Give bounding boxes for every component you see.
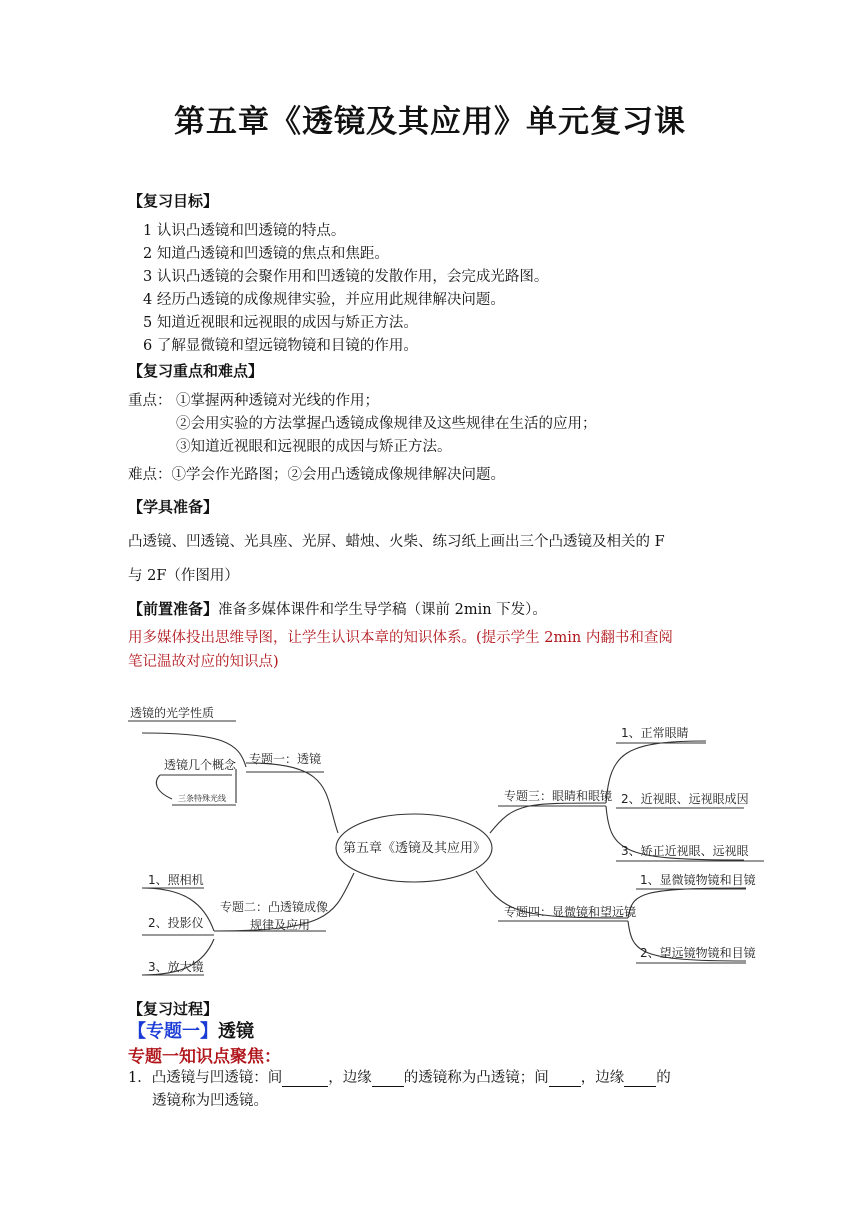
mindmap-corner-label: 透镜的光学性质	[130, 706, 215, 720]
goal-item: 4 经历凸透镜的成像规律实验，并应用此规律解决问题。	[143, 292, 505, 308]
mindmap-topic4-item: 2、望远镜物镜和目镜	[640, 946, 756, 960]
mindmap-topic3-item: 2、近视眼、远视眼成因	[621, 792, 749, 806]
mindmap-topic3-item: 1、正常眼睛	[621, 726, 689, 740]
mindmap-topic4-item: 1、显微镜物镜和目镜	[640, 873, 756, 887]
mindmap-topic3-item: 3、矫正近视眼、远视眼	[621, 844, 749, 858]
answer-blank[interactable]	[549, 1072, 581, 1087]
process-heading: 【复习过程】	[128, 1000, 219, 1018]
focus-heading: 专题一知识点聚焦：	[128, 1047, 281, 1067]
keypoint-item: ②会用实验的方法掌握凸透镜成像规律及这些规律在生活的应用；	[176, 416, 597, 432]
page-title: 第五章《透镜及其应用》单元复习课	[174, 104, 686, 140]
tools-line: 凸透镜、凹透镜、光具座、光屏、蜡烛、火柴、练习纸上画出三个凸透镜及相关的 F	[128, 534, 665, 550]
goal-item: 1 认识凸透镜和凹透镜的特点。	[143, 223, 346, 239]
mindmap-topic2-item: 3、放大镜	[148, 960, 204, 974]
topic-name: 透镜	[218, 1021, 254, 1042]
prep-red-line: 用多媒体投出思维导图，让学生认识本章的知识体系。(提示学生 2min 内翻书和查阅	[128, 630, 673, 646]
goals-heading: 【复习目标】	[128, 192, 219, 210]
keypoint-item: ①掌握两种透镜对光线的作用；	[176, 393, 379, 409]
mind-map	[124, 703, 764, 985]
difficulty-line: 难点：①学会作光路图；②会用凸透镜成像规律解决问题。	[128, 467, 505, 483]
goal-item: 6 了解显微镜和望远镜物镜和目镜的作用。	[143, 338, 418, 354]
goal-item: 3 认识凸透镜的会聚作用和凹透镜的发散作用，会完成光路图。	[143, 269, 549, 285]
mindmap-topic2-item: 2、投影仪	[148, 916, 204, 930]
question-number: 1．	[128, 1070, 152, 1086]
keypoints-heading: 【复习重点和难点】	[128, 362, 264, 380]
question-1: 1．凸透镜与凹透镜：间 ，边缘 的透镜称为凸透镜；间 ，边缘 的	[128, 1070, 671, 1086]
answer-blank[interactable]	[372, 1072, 404, 1087]
mindmap-topic3: 专题三：眼睛和眼镜	[504, 789, 613, 803]
tools-heading: 【学具准备】	[128, 498, 219, 516]
mindmap-topic2: 专题二：凸透镜成像	[220, 900, 329, 914]
prep-heading: 【前置准备】	[128, 600, 219, 618]
answer-blank[interactable]	[282, 1072, 328, 1087]
tools-line: 与 2F（作图用）	[128, 568, 239, 584]
mindmap-topic4: 专题四：显微镜和望远镜	[504, 905, 637, 919]
goal-item: 2 知道凸透镜和凹透镜的焦点和焦距。	[143, 246, 389, 262]
mindmap-topic2-b: 规律及应用	[250, 918, 311, 932]
mindmap-topic1: 专题一：透镜	[249, 752, 322, 766]
keypoints-label: 重点：	[128, 393, 172, 409]
prep-text: 准备多媒体课件和学生导学稿（课前 2min 下发）。	[218, 602, 547, 618]
mindmap-topic1-item: 三条特殊光线	[178, 794, 226, 803]
mindmap-topic1-item: 透镜几个概念	[164, 758, 237, 772]
prep-red-line: 笔记温故对应的知识点)	[128, 654, 279, 670]
question-1-line2: 透镜称为凹透镜。	[152, 1093, 268, 1109]
goal-item: 5 知道近视眼和远视眼的成因与矫正方法。	[143, 315, 418, 331]
topic-tag: 【专题一】	[128, 1021, 218, 1042]
mindmap-topic2-item: 1、照相机	[148, 873, 204, 887]
mindmap-center-label: 第五章《透镜及其应用》	[343, 841, 487, 856]
answer-blank[interactable]	[624, 1072, 656, 1087]
keypoint-item: ③知道近视眼和远视眼的成因与矫正方法。	[176, 439, 452, 455]
